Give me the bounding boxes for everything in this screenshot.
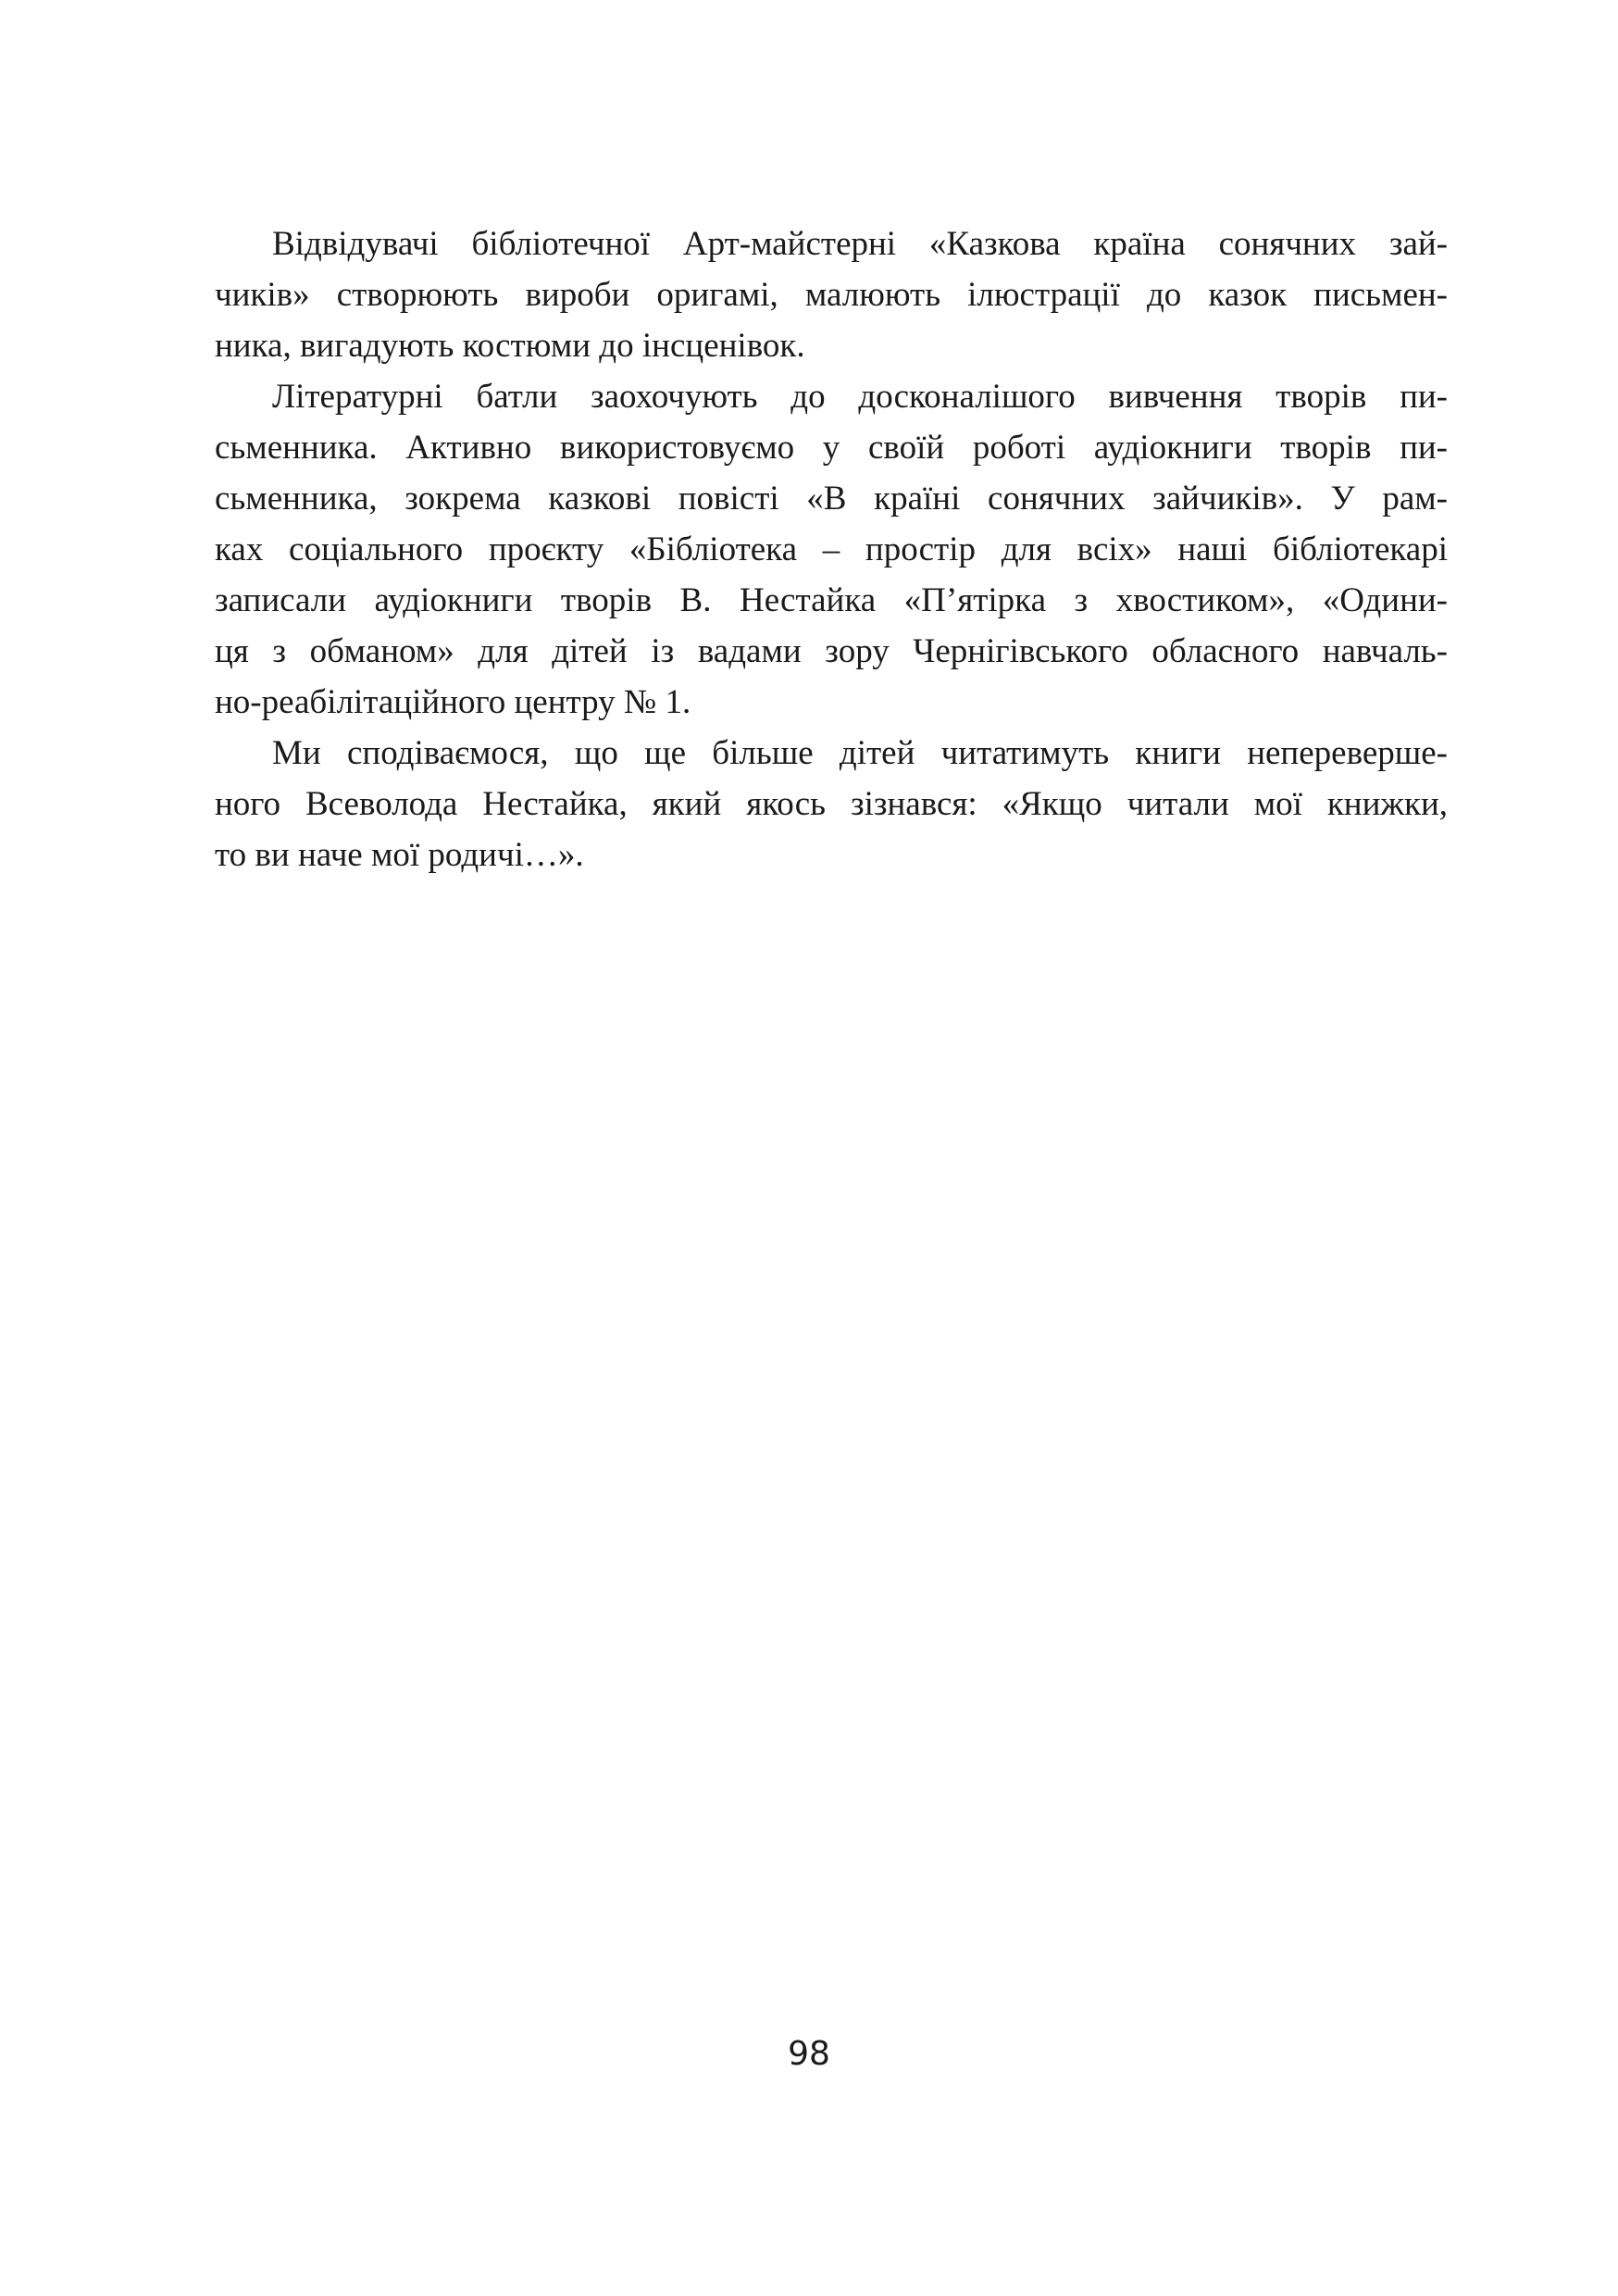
text-line: Відвідувачі бібліотечної Арт-майстерні «Казкова країна сонячних зай-: [272, 225, 1448, 263]
paragraph-literary-battles: [215, 371, 1448, 728]
page-number: 98: [788, 2035, 830, 2073]
text-line: ного Всеволода Нестайка, який якось зізнався: «Якщо читали мої книжки,: [215, 785, 1448, 823]
text-line: сьменника. Активно використовуємо у своїй роботі аудіокниги творів пи-: [215, 429, 1448, 467]
text-line: ках соціального проєкту «Бібліотека – простір для всіх» наші бібліотекарі: [215, 530, 1448, 568]
paragraph-closing-hope: [215, 728, 1448, 880]
text-line: ника, вигадують костюми до інсценівок.: [215, 327, 805, 365]
text-line: то ви наче мої родичі…».: [215, 836, 584, 874]
text-line: Ми сподіваємося, що ще більше дітей читатимуть книги неперевершe-: [272, 734, 1448, 772]
paragraph-art-workshop: [215, 218, 1448, 371]
text-line: ця з обманом» для дітей із вадами зору Чернігівського обласного навчаль-: [215, 632, 1448, 670]
text-line: но-реабілітаційного центру № 1.: [215, 683, 691, 721]
text-line: Літературні батли заохочують до досконалішого вивчення творів пи-: [272, 378, 1448, 416]
text-line: чиків» створюють вироби оригамі, малюють ілюстрації до казок письмен-: [215, 276, 1448, 314]
text-line: сьменника, зокрема казкові повісті «В країні сонячних зайчиків». У рам-: [215, 480, 1448, 518]
text-line: записали аудіокниги творів В. Нестайка «П’ятірка з хвостиком», «Одини-: [215, 581, 1448, 619]
body-text: [215, 218, 1448, 880]
